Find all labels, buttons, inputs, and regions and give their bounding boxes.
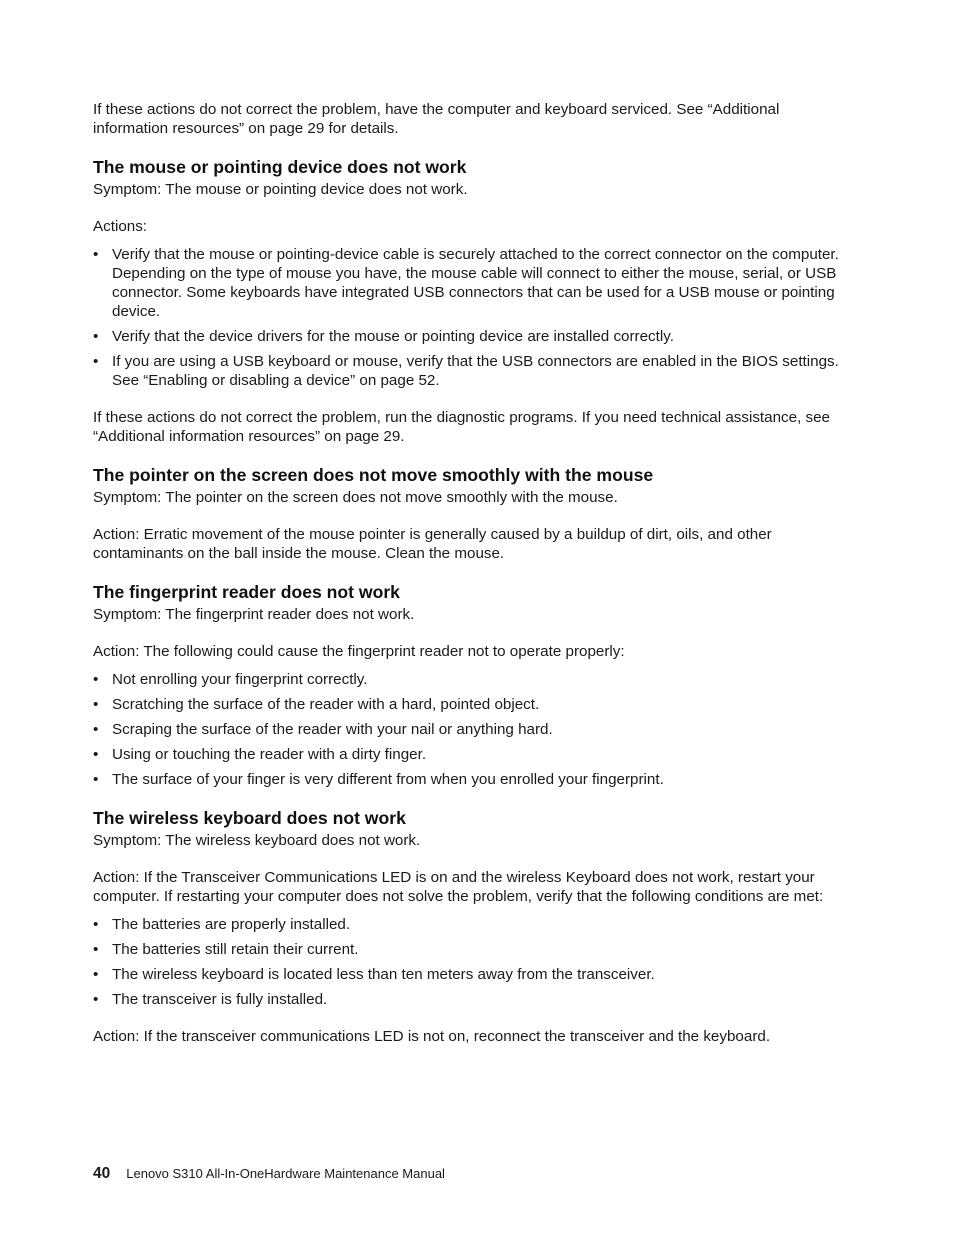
mouse-closing: If these actions do not correct the problem, run the diagnostic programs. If you need technical assistance, see “Additional information resources” on page 29.	[93, 409, 831, 445]
list-item: • The surface of your finger is very different from when you enrolled your fingerprint.	[93, 770, 853, 789]
intro-paragraph: If these actions do not correct the problem, have the computer and keyboard serviced. See “Additional information resources” on page 29 for details.	[93, 101, 780, 137]
heading-fingerprint: The fingerprint reader does not work	[93, 582, 400, 602]
fingerprint-causes-list	[93, 670, 853, 789]
fingerprint-action: Action: The following could cause the fingerprint reader not to operate properly:	[93, 643, 625, 660]
wireless-action: Action: If the Transceiver Communications LED is on and the wireless Keyboard does not work, restart your computer. If restarting your computer does not solve the problem, verify that the following conditions are met:	[93, 869, 824, 905]
list-item: • The batteries still retain their current.	[93, 940, 853, 959]
wireless-conditions-list	[93, 915, 853, 1009]
wireless-symptom: Symptom: The wireless keyboard does not work.	[93, 832, 421, 849]
page-number: 40	[93, 1165, 111, 1182]
mouse-symptom: Symptom: The mouse or pointing device does not work.	[93, 181, 468, 198]
mouse-actions-list	[93, 245, 853, 390]
fingerprint-symptom: Symptom: The fingerprint reader does not work.	[93, 606, 415, 623]
manual-title: Lenovo S310 All-In-OneHardware Maintenance Manual	[126, 1166, 445, 1181]
mouse-actions-label: Actions:	[93, 218, 148, 235]
heading-mouse: The mouse or pointing device does not work	[93, 157, 467, 177]
list-item: • The transceiver is fully installed.	[93, 990, 853, 1009]
list-item: • The wireless keyboard is located less than ten meters away from the transceiver.	[93, 965, 853, 984]
list-item: • Using or touching the reader with a dirty finger.	[93, 745, 853, 764]
page-footer	[93, 1164, 445, 1184]
wireless-action-2: Action: If the transceiver communications LED is not on, reconnect the transceiver and the keyboard.	[93, 1028, 771, 1045]
pointer-symptom: Symptom: The pointer on the screen does not move smoothly with the mouse.	[93, 489, 618, 506]
heading-wireless: The wireless keyboard does not work	[93, 808, 406, 828]
list-item: • Verify that the device drivers for the mouse or pointing device are installed correctly.	[93, 327, 853, 346]
list-item: • Scratching the surface of the reader with a hard, pointed object.	[93, 695, 853, 714]
page-content	[93, 100, 853, 1046]
list-item: • Not enrolling your fingerprint correctly.	[93, 670, 853, 689]
pointer-action: Action: Erratic movement of the mouse pointer is generally caused by a buildup of dirt, oils, and other contaminants on the ball inside the mouse. Clean the mouse.	[93, 526, 772, 562]
list-item: • Verify that the mouse or pointing-device cable is securely attached to the correct connector on the computer. Depending on the type of mouse you have, the mouse cable will connect to either the mouse, serial, or USB connector. Some keyboards have integrated USB connectors that can be used for a USB mouse or pointing device.	[93, 245, 853, 321]
list-item: • The batteries are properly installed.	[93, 915, 853, 934]
heading-pointer: The pointer on the screen does not move smoothly with the mouse	[93, 465, 654, 485]
list-item: • Scraping the surface of the reader with your nail or anything hard.	[93, 720, 853, 739]
list-item: • If you are using a USB keyboard or mouse, verify that the USB connectors are enabled in the BIOS settings. See “Enabling or disabling a device” on page 52.	[93, 352, 853, 390]
